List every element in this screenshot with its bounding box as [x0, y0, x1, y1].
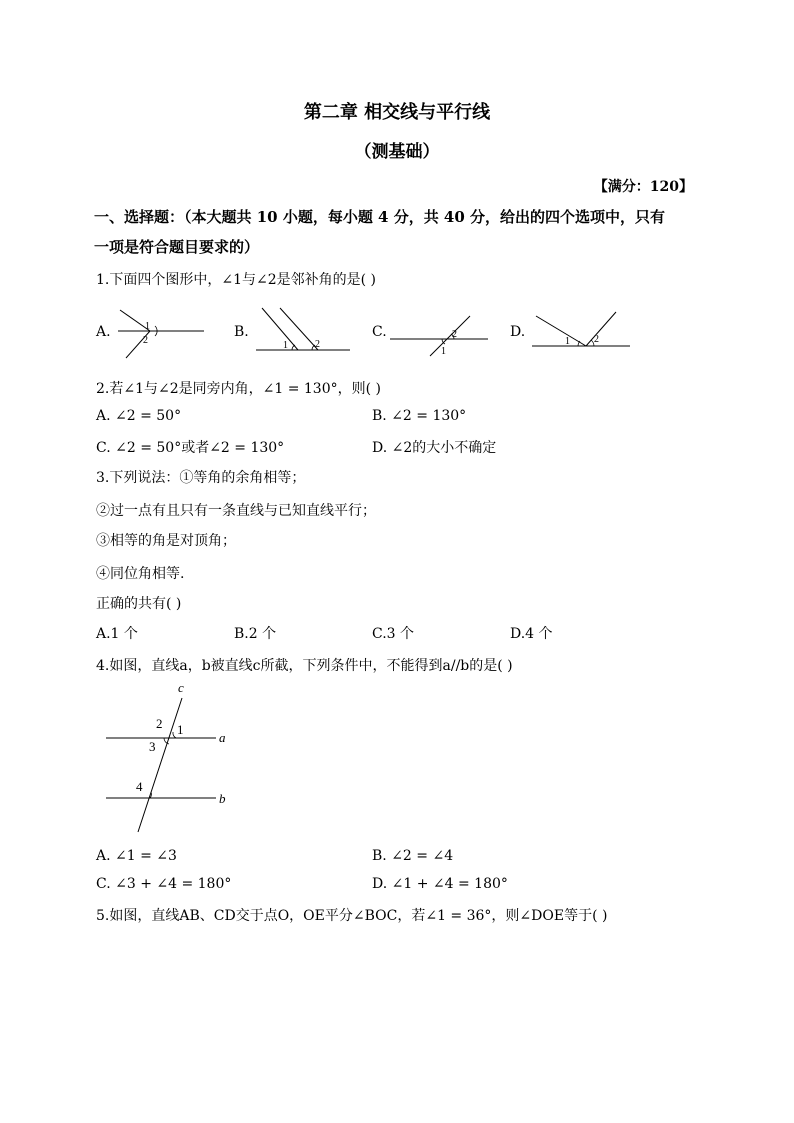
q1-option-b-label: B.: [234, 324, 249, 340]
q1c-label-1: 1: [441, 346, 446, 357]
q1a-label-2: 2: [143, 335, 148, 346]
q4-figure: [100, 678, 240, 838]
q4-label-b: b: [219, 791, 226, 806]
q1b-label-1: 1: [283, 340, 288, 351]
q4-label-3: 3: [149, 739, 156, 754]
q4-option-d: D. ∠1 + ∠4 = 180°: [372, 876, 508, 892]
q3-statement-2: ②过一点有且只有一条直线与已知直线平行；: [96, 503, 376, 519]
q3-option-a: A.1 个: [96, 626, 138, 642]
q4-option-b: B. ∠2 = ∠4: [372, 848, 454, 864]
q2-option-b: B. ∠2 = 130°: [372, 408, 467, 424]
q3-option-c: C.3 个: [372, 626, 415, 642]
q2-option-a: A. ∠2 = 50°: [96, 408, 182, 424]
q1-figure-d: [530, 304, 634, 354]
q1b-label-2: 2: [315, 339, 320, 350]
q3-statement-4: ④同位角相等.: [96, 566, 185, 582]
q1-option-d-label: D.: [510, 324, 526, 340]
q1a-label-1: 1: [145, 321, 150, 332]
question-3-stem: 3.下列说法：①等角的余角相等；: [96, 470, 306, 486]
q3-statement-3: ③相等的角是对顶角；: [96, 533, 236, 549]
page-subtitle: （测基础）: [354, 142, 440, 162]
q1d-label-2: 2: [594, 334, 599, 345]
q1-figure-a: [112, 304, 208, 364]
q1d-label-1: 1: [565, 336, 570, 347]
q4-option-a: A. ∠1 = ∠3: [96, 848, 177, 864]
question-5-stem: 5.如图，直线AB、CD交于点O，OE平分∠BOC，若∠1 = 36°，则∠DOE等于( ): [96, 908, 608, 924]
q4-label-1: 1: [177, 722, 184, 737]
section-heading-line2: 一项是符合题目要求的）: [94, 238, 260, 256]
q1-option-a-label: A.: [96, 324, 111, 340]
q2-option-d: D. ∠2的大小不确定: [372, 440, 497, 456]
question-1-stem: 1.下面四个图形中，∠1与∠2是邻补角的是( ): [96, 272, 377, 288]
page-title: 第二章 相交线与平行线: [303, 102, 491, 123]
q1-figure-c: [388, 304, 492, 360]
q2-option-c: C. ∠2 = 50°或者∠2 = 130°: [96, 440, 285, 456]
q1c-label-2: 2: [452, 329, 457, 340]
score-label: 【满分：120】: [593, 179, 693, 195]
question-2-stem: 2.若∠1与∠2是同旁内角，∠1 = 130°，则( ): [96, 381, 381, 397]
q1-option-c-label: C.: [372, 324, 387, 340]
q1-figure-b: [252, 304, 354, 356]
q4-option-c: C. ∠3 + ∠4 = 180°: [96, 876, 232, 892]
question-4-stem: 4.如图，直线a，b被直线c所截，下列条件中，不能得到a//b的是( ): [96, 658, 513, 674]
q4-label-a: a: [219, 730, 226, 745]
q4-label-c: c: [178, 680, 184, 695]
q3-option-d: D.4 个: [510, 626, 553, 642]
q3-option-b: B.2 个: [234, 626, 277, 642]
q4-label-4: 4: [136, 779, 143, 794]
q3-question: 正确的共有( ): [96, 596, 182, 612]
q4-label-2: 2: [156, 716, 163, 731]
section-heading-line1: 一、选择题：（本大题共 10 小题，每小题 4 分，共 40 分，给出的四个选项中，只有: [94, 208, 666, 226]
